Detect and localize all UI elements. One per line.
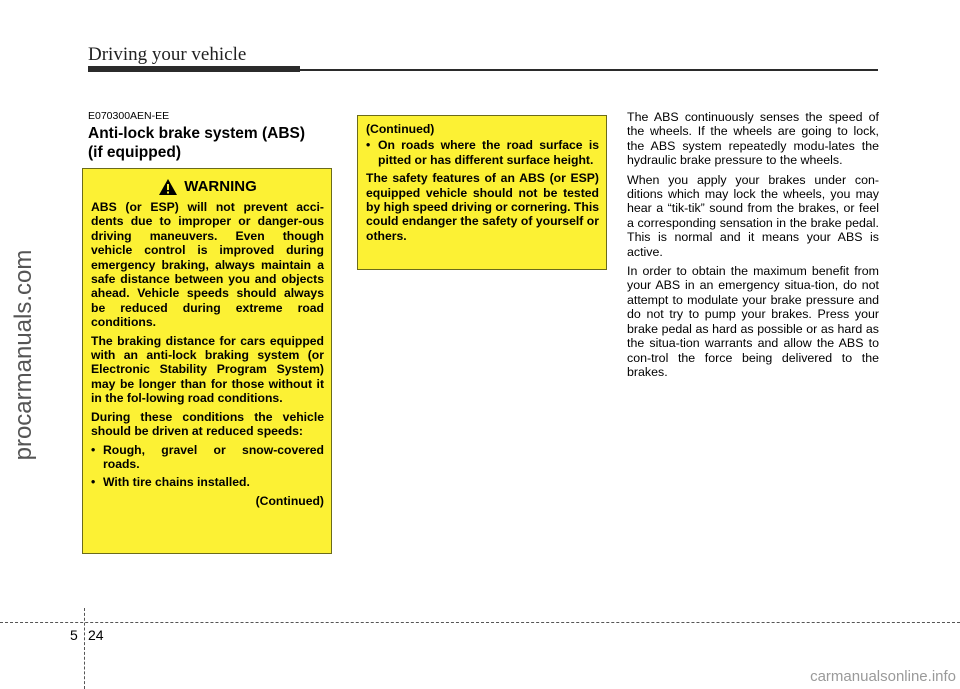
warning-box-continued [357, 115, 607, 270]
body-paragraph-1: The ABS continuously senses the speed of the wheels. If the wheels are going to lock, the ABS system repeatedly modu-lates the hydraulic brake pressure to the wheels. [627, 110, 879, 168]
body-paragraph-3: In order to obtain the maximum benefit from your ABS in an emergency situa-tion, do not attempt to modulate your brake pressure and do not try to pump your brakes. Press your brake pedal as hard as possible or as hard as the situa-tion warrants and allow the ABS to con-trol the force being delivered to the brakes. [627, 264, 879, 379]
bullet-mark: • [91, 475, 96, 490]
bullet-mark: • [91, 442, 96, 457]
warning-paragraph-1: ABS (or ESP) will not prevent acci-dents due to improper or danger-ous driving maneuvers. Even though vehicle control is improved during emergency braking, always maintain a safe distance between you and objects ahead. Vehicle speeds should always be reduced during extreme road conditions. [91, 200, 324, 330]
page-header-title: Driving your vehicle [88, 44, 247, 65]
warning-triangle-icon [158, 178, 178, 196]
warning-bullet-text: Rough, gravel or snow-covered roads. [103, 442, 324, 471]
body-text-column [627, 110, 879, 384]
warning-bullet-text: With tire chains installed. [103, 475, 250, 490]
bottom-watermark: carmanualsonline.info [810, 668, 956, 685]
body-paragraph-2: When you apply your brakes under con-ditions which may lock the wheels, you may hear a “tik-tik” sound from the brakes, or feel a corresponding sensation in the brake pedal. This is normal and it means your ABS is active. [627, 172, 879, 259]
footer-rule [0, 622, 960, 624]
warning-heading-text: WARNING [184, 177, 257, 195]
chapter-number: 5 [70, 627, 78, 643]
side-watermark [4, 240, 44, 470]
page-number: 24 [88, 627, 104, 643]
header-rule-thick [88, 66, 300, 72]
continued-label: (Continued) [255, 493, 324, 508]
section-title [88, 124, 305, 162]
warning-bullet-text: On roads where the road surface is pitted or has different surface height. [378, 138, 599, 167]
warning-paragraph-2: The braking distance for cars equipped with an anti-lock braking system (or Electronic Stability Program System) may be longer than for those without it in the fol-lowing road conditions. [91, 333, 324, 406]
section-title-line2: (if equipped) [88, 144, 181, 161]
warning-paragraph-3: During these conditions the vehicle should be driven at reduced speeds: [91, 409, 324, 439]
warning-box [82, 168, 332, 554]
warning-bullet [366, 138, 599, 167]
side-watermark-text: procarmanuals.com [10, 249, 37, 461]
header-rule-thin [300, 69, 878, 71]
warning-heading [91, 178, 324, 196]
footer-vertical-rule [84, 608, 85, 689]
section-code: E070300AEN-EE [88, 110, 170, 122]
warning-bullet [91, 443, 324, 472]
continued-label: (Continued) [366, 122, 435, 136]
warning-paragraph: The safety features of an ABS (or ESP) equipped vehicle should not be tested by high speed driving or cornering. This could endanger the safety of yourself or others. [366, 171, 599, 243]
section-title-line1: Anti-lock brake system (ABS) [88, 125, 306, 142]
bullet-mark: • [366, 138, 371, 153]
warning-bullet [91, 475, 324, 489]
